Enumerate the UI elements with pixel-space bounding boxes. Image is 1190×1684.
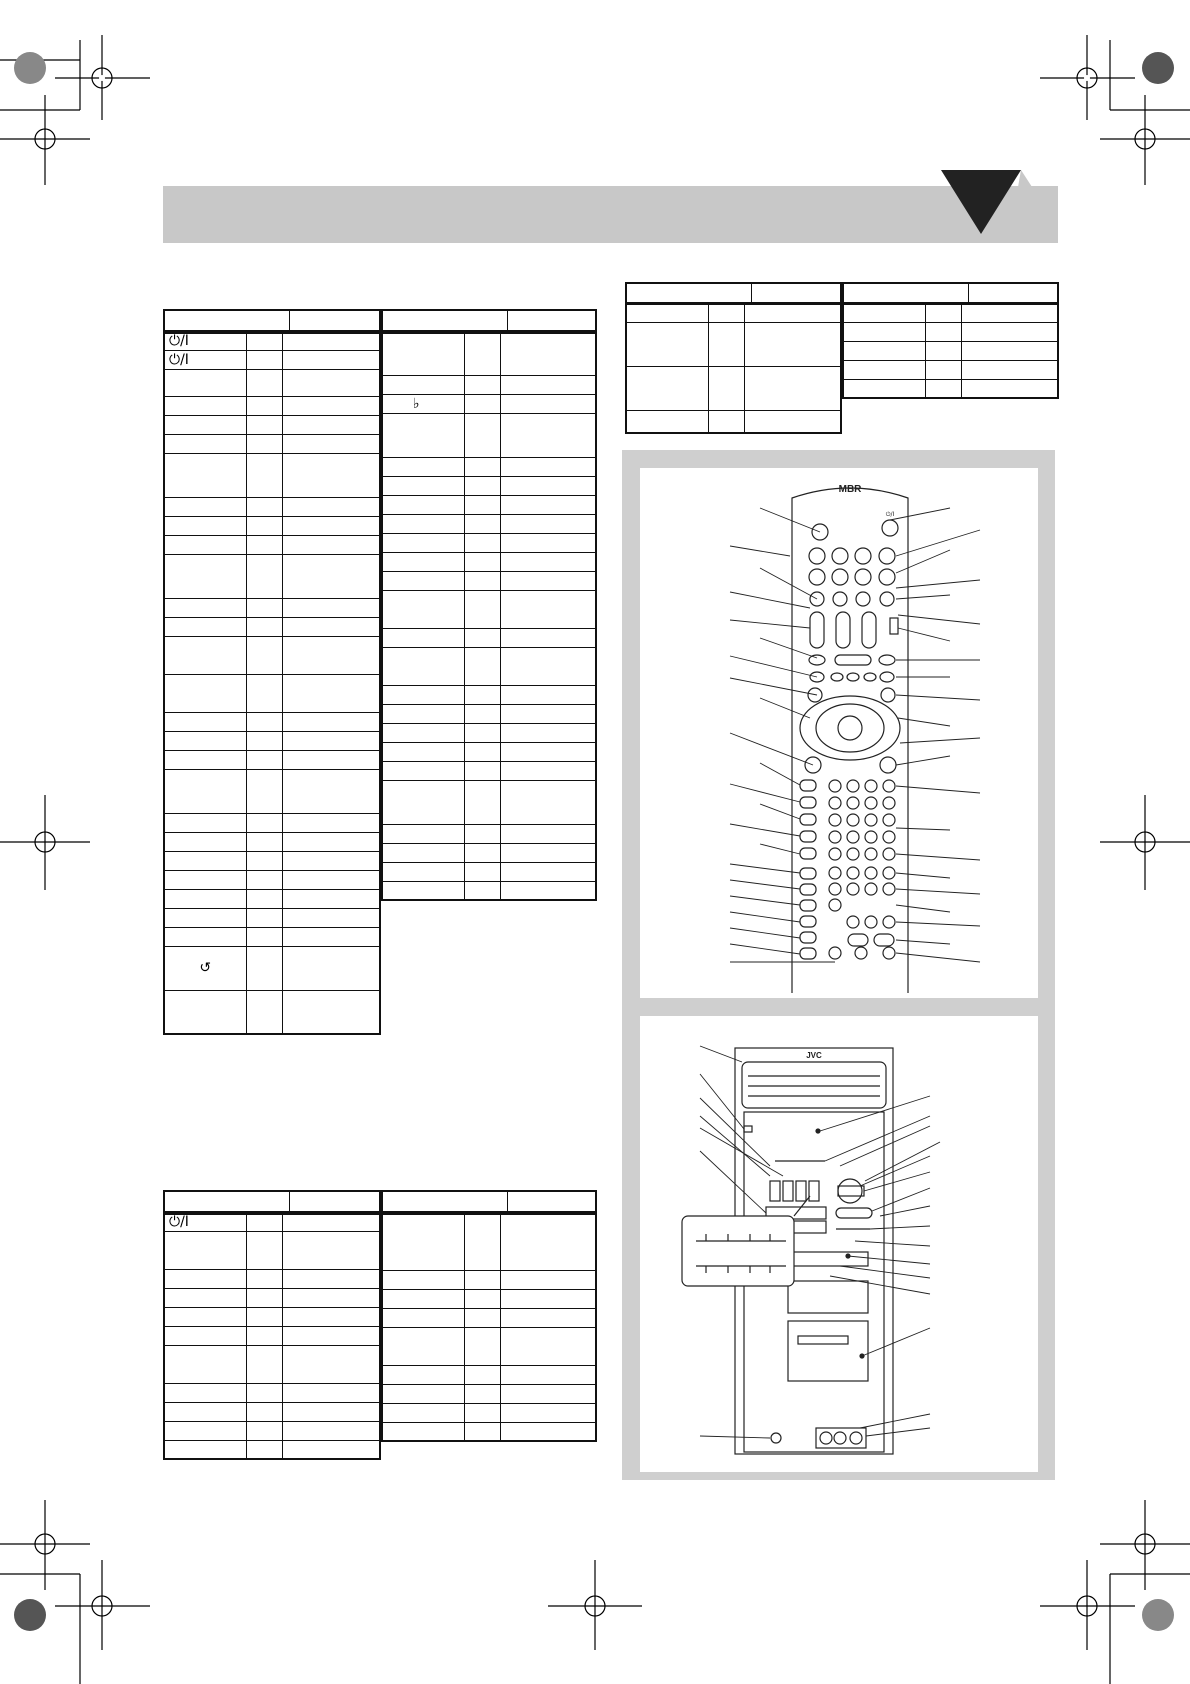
index-table-b-body xyxy=(842,302,1059,399)
remote-buttons-table-left-body xyxy=(163,330,381,1035)
power-icon: ⏻/I xyxy=(169,1213,189,1230)
unit-buttons-table-right-body xyxy=(381,1211,597,1442)
remote-control-illustration xyxy=(640,468,1038,998)
down-triangle-icon xyxy=(941,170,1061,250)
remote-buttons-table-right-body xyxy=(381,330,597,901)
power-icon: ⏻/I xyxy=(169,351,189,368)
unit-logo: JVC xyxy=(806,1051,822,1060)
main-unit-illustration xyxy=(640,1016,1038,1472)
flat-symbol: ♭ xyxy=(413,395,420,412)
unit-buttons-table-left-body xyxy=(163,1211,381,1460)
remote-logo: MBR xyxy=(838,484,862,495)
index-table-a-body xyxy=(625,302,842,434)
return-icon: ↺ xyxy=(199,960,212,976)
power-icon: ⏻/I xyxy=(169,332,189,349)
remote-power-label: ⏻/I xyxy=(885,511,895,518)
header-banner xyxy=(163,186,1058,243)
